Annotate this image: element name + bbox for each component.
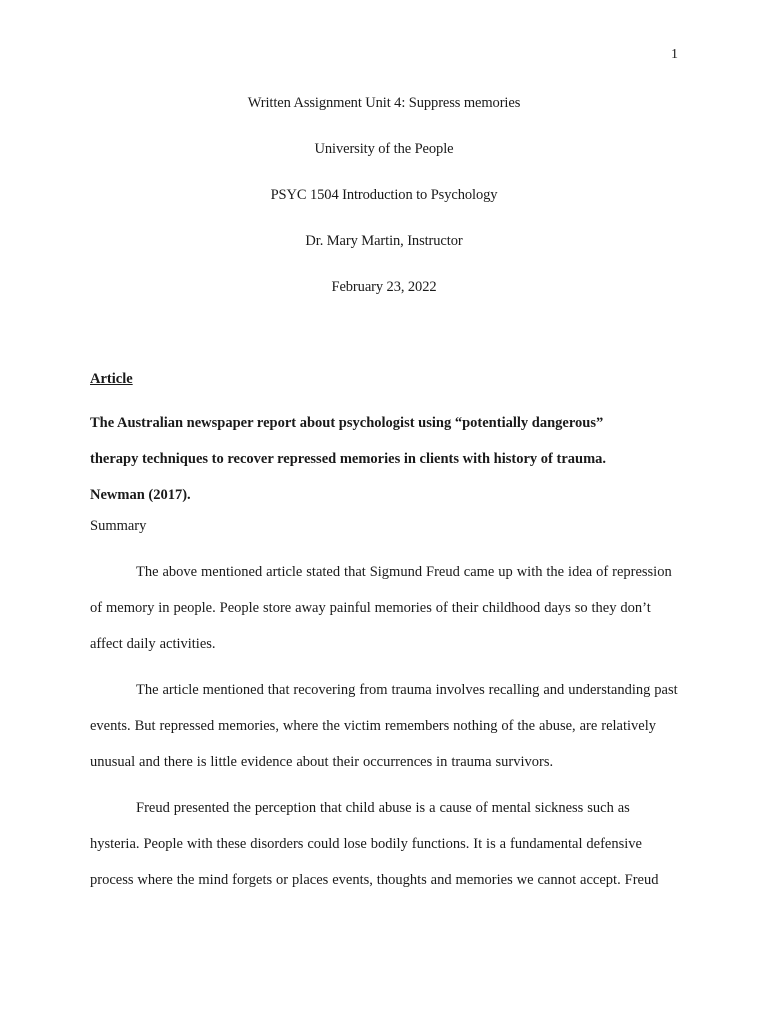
page-number: 1 — [671, 47, 678, 62]
summary-paragraph: Freud presented the perception that child abuse is a cause of mental sickness such as hysteria. People with these disorders could lose bodily functions. It is a fundamental defensive process where the mind forgets or places events, thoughts and memories we cannot accept. Freud — [90, 800, 659, 888]
document-body — [90, 369, 680, 908]
summary-label: Summary — [90, 518, 147, 534]
article-heading: Article — [90, 371, 133, 387]
article-reference — [90, 405, 680, 513]
submission-date: February 23, 2022 — [331, 279, 437, 295]
summary-paragraph: The article mentioned that recovering from trauma involves recalling and understanding past events. But repressed memories, where the victim remembers nothing of the abuse, are relatively unusual and there is little evidence about their occurrences in trauma survivors. — [90, 682, 678, 770]
assignment-title: Written Assignment Unit 4: Suppress memories — [247, 95, 521, 111]
article-reference-line: Newman (2017). — [90, 487, 191, 503]
article-reference-line: The Australian newspaper report about psychologist using “potentially dangerous” — [90, 415, 604, 431]
institution-name: University of the People — [314, 141, 454, 157]
summary-paragraph: The above mentioned article stated that Sigmund Freud came up with the idea of repression of memory in people. People store away painful memories of their childhood days so they don’t affect daily activities. — [90, 564, 672, 652]
title-block — [0, 93, 768, 323]
instructor-name: Dr. Mary Martin, Instructor — [305, 233, 463, 249]
course-name: PSYC 1504 Introduction to Psychology — [270, 187, 498, 203]
article-reference-line: therapy techniques to recover repressed memories in clients with history of trauma. — [90, 451, 607, 467]
